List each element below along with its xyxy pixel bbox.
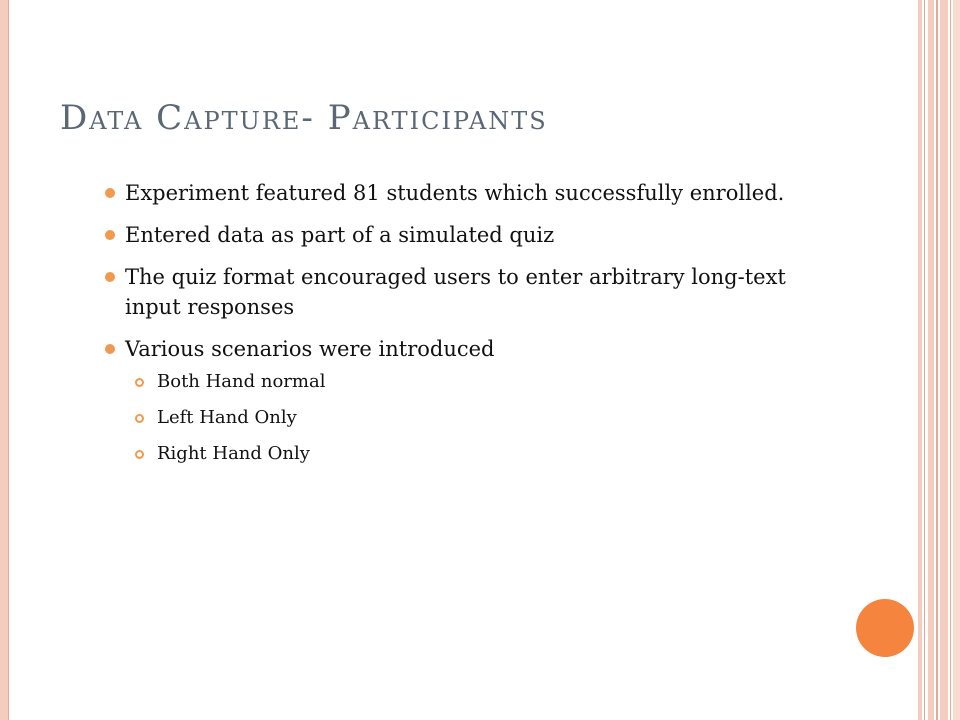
- bullet-text: The quiz format encouraged users to enter arbitrary long-text input responses: [125, 265, 786, 319]
- bullet-text: Entered data as part of a simulated quiz: [125, 223, 555, 247]
- sub-bullet-item: [133, 370, 825, 394]
- sub-bullet-text: Both Hand normal: [157, 371, 326, 392]
- sub-bullet-list: [133, 370, 825, 466]
- ring-bullet-icon: [135, 378, 144, 387]
- sub-bullet-text: Left Hand Only: [157, 407, 297, 428]
- bullet-list: [105, 178, 825, 466]
- slide-content: [105, 178, 825, 478]
- bullet-dot-icon: [105, 272, 115, 282]
- bullet-item: [105, 334, 825, 466]
- bullet-dot-icon: [105, 344, 115, 354]
- bullet-dot-icon: [105, 188, 115, 198]
- bullet-item: [105, 220, 825, 250]
- bullet-dot-icon: [105, 230, 115, 240]
- bullet-text: Various scenarios were introduced: [125, 337, 495, 361]
- slide-title: Data Capture- Participants: [60, 98, 548, 138]
- ring-bullet-icon: [135, 450, 144, 459]
- bullet-item: [105, 178, 825, 208]
- sub-bullet-text: Right Hand Only: [157, 443, 310, 464]
- ring-bullet-icon: [135, 414, 144, 423]
- accent-circle: [856, 599, 914, 657]
- sub-bullet-item: [133, 442, 825, 466]
- sub-bullet-item: [133, 406, 825, 430]
- bullet-text: Experiment featured 81 students which successfully enrolled.: [125, 181, 785, 205]
- right-decorative-stripes: [912, 0, 960, 720]
- bullet-item: [105, 262, 825, 322]
- left-border: [0, 0, 8, 720]
